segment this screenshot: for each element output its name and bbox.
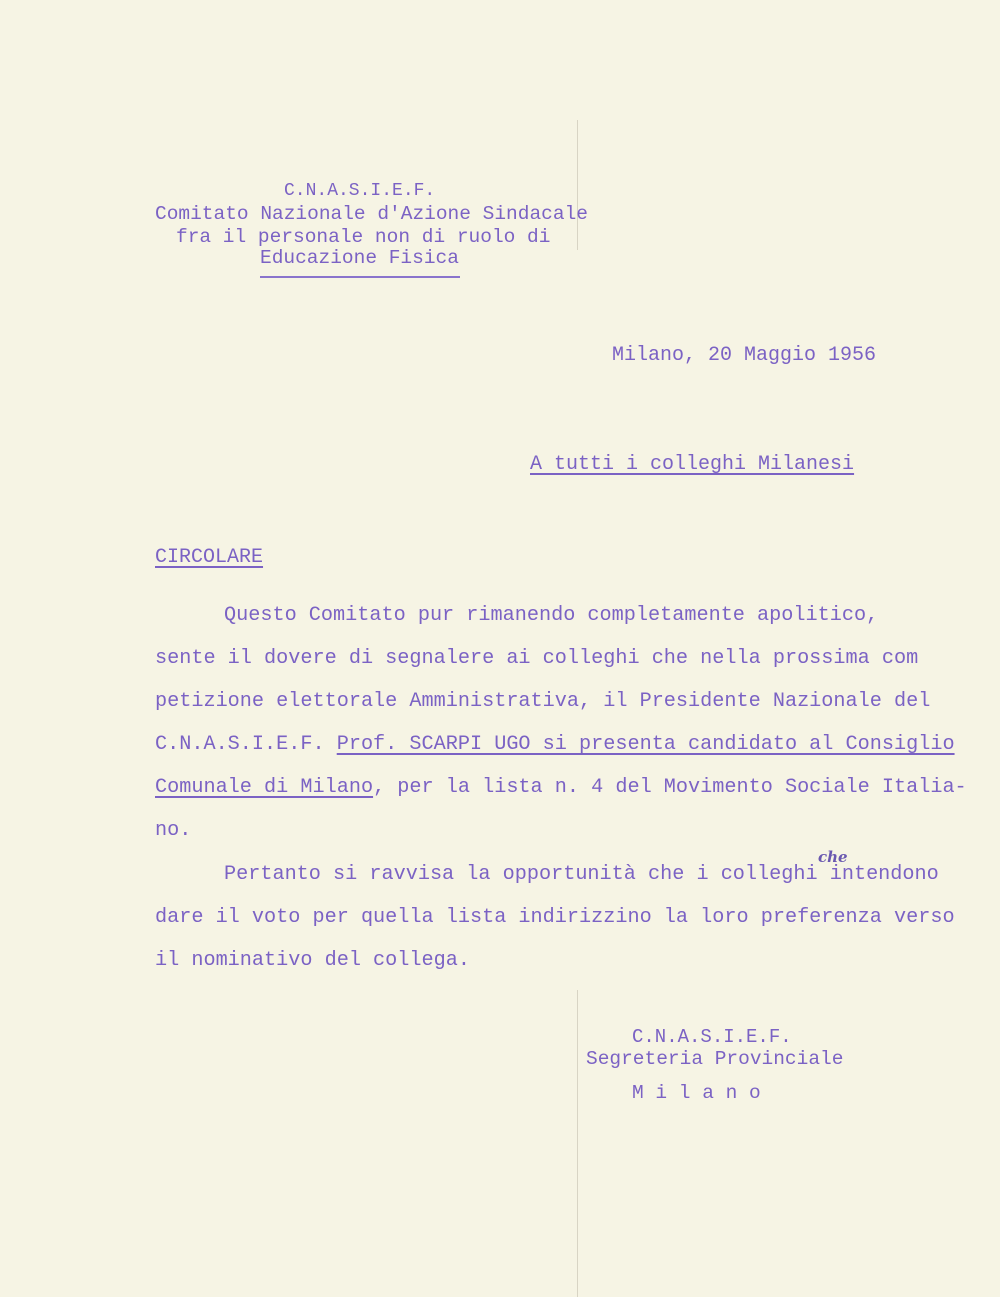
header-line-3: Educazione Fisica: [260, 247, 459, 269]
letter-date: Milano, 20 Maggio 1956: [612, 344, 877, 367]
body-line: il nominativo del collega.: [155, 949, 470, 972]
body-line: Questo Comitato pur rimanendo completamente apolitico,: [224, 604, 879, 627]
body-line: [155, 777, 967, 799]
body-line: no.: [155, 819, 192, 842]
underlined-text: Comunale di Milano: [155, 776, 374, 799]
body-line: dare il voto per quella lista indirizzino la loro preferenza verso: [155, 906, 955, 929]
document-title: CIRCOLARE: [155, 546, 264, 569]
signature-acronym: C.N.A.S.I.E.F.: [632, 1026, 792, 1048]
page-fold-line: [577, 990, 578, 1297]
body-line: sente il dovere di segnalere ai colleghi che nella prossima com: [155, 647, 919, 670]
recipient-line: A tutti i colleghi Milanesi: [530, 453, 855, 476]
signature-city: M i l a n o: [632, 1082, 761, 1104]
header-line-1: Comitato Nazionale d'Azione Sindacale: [155, 203, 588, 225]
body-line: Pertanto si ravvisa la opportunità che i colleghi intendono: [224, 863, 939, 886]
signature-office: Segreteria Provinciale: [586, 1048, 844, 1070]
header-rule: [260, 276, 460, 278]
underlined-text: Prof. SCARPI UGO si presenta candidato al Consiglio: [336, 733, 955, 756]
header-acronym: C.N.A.S.I.E.F.: [284, 181, 436, 201]
body-text: , per la lista n. 4 del Movimento Sociale Italia-: [373, 776, 967, 799]
header-line-2: fra il personale non di ruolo di: [176, 226, 551, 248]
body-line: petizione elettorale Amministrativa, il Presidente Nazionale del: [155, 690, 931, 713]
body-text: C.N.A.S.I.E.F.: [155, 733, 337, 756]
handwritten-insert: che: [818, 848, 848, 866]
page-fold-line: [577, 120, 578, 250]
body-line: [155, 734, 955, 756]
